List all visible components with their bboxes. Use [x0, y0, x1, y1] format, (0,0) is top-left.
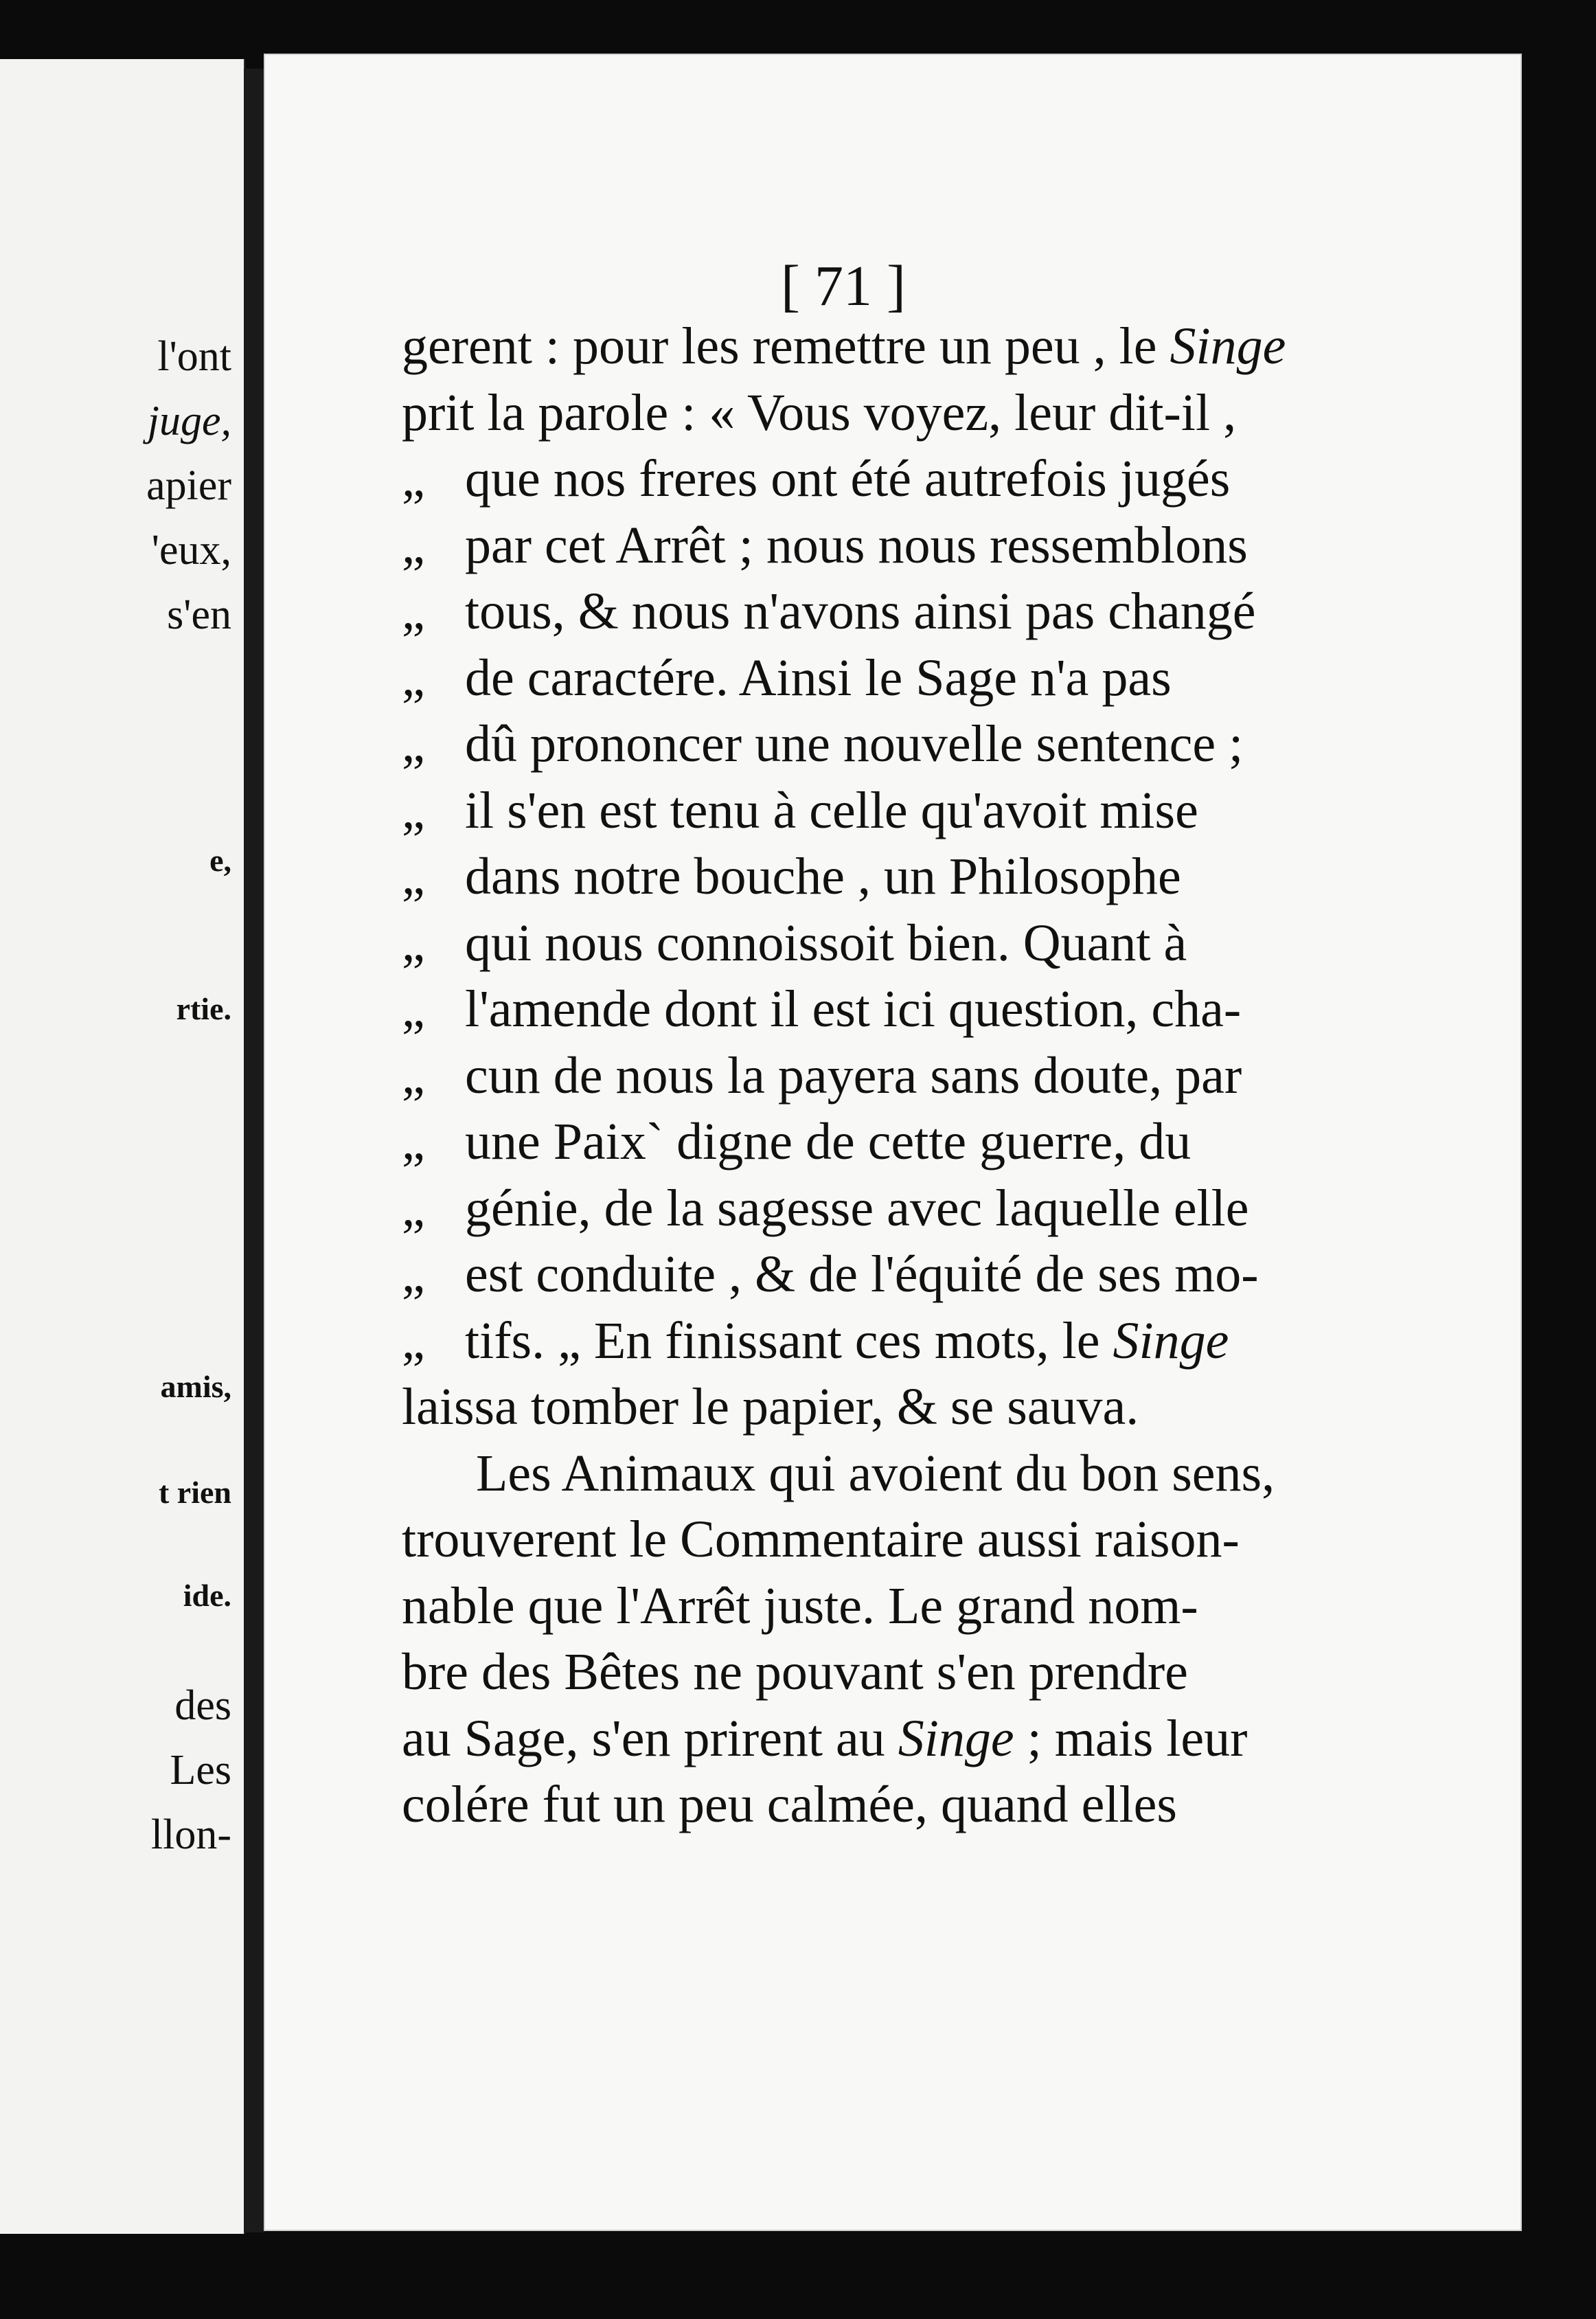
line-text — [465, 446, 1315, 512]
quote-marker: „ — [402, 1311, 425, 1370]
text-line — [402, 313, 1315, 380]
left-page-fragment: l'ont — [157, 333, 231, 380]
line-text-roman: tifs. „ En finissant ces mots, le — [465, 1311, 1113, 1370]
line-text — [465, 778, 1315, 844]
text-line — [402, 1374, 1315, 1440]
text-line — [402, 1639, 1315, 1706]
text-line — [402, 1109, 1315, 1175]
text-line — [402, 1573, 1315, 1640]
quote-marker: „ — [402, 582, 425, 640]
line-text — [465, 645, 1315, 712]
line-text-roman: bre des Bêtes ne pouvant s'en prendre — [402, 1643, 1188, 1701]
line-text — [465, 910, 1315, 977]
left-page-fragment: rtie. — [176, 991, 231, 1026]
text-line — [402, 711, 1315, 778]
line-text — [402, 1772, 1315, 1838]
left-page-fragment: amis, — [160, 1369, 231, 1404]
body-text — [402, 313, 1315, 1838]
left-page-fragment: s'en — [167, 591, 231, 638]
quote-marker: „ — [402, 1245, 425, 1303]
line-text-roman: de caractére. Ainsi le Sage n'a pas — [465, 648, 1172, 707]
text-line — [402, 380, 1315, 446]
quote-marker: „ — [402, 914, 425, 972]
line-text-roman: colére fut un peu calmée, quand elles — [402, 1776, 1177, 1833]
line-text — [402, 1440, 1315, 1507]
line-text — [402, 313, 1315, 380]
text-line — [402, 446, 1315, 512]
left-page-fragment: des — [174, 1682, 231, 1729]
line-text-italic: Singe — [1113, 1311, 1229, 1370]
line-text — [402, 1706, 1315, 1772]
quote-marker: „ — [402, 516, 425, 574]
line-text — [402, 380, 1315, 446]
line-text — [465, 578, 1315, 645]
line-text-roman: tous, & nous n'avons ainsi pas changé — [465, 582, 1256, 640]
text-line — [402, 645, 1315, 712]
line-text-roman: par cet Arrêt ; nous nous ressemblons — [465, 516, 1248, 574]
line-text-roman: trouverent le Commentaire aussi raison- — [402, 1511, 1240, 1568]
line-text-roman: cun de nous la payera sans doute, par — [465, 1046, 1242, 1105]
line-text-roman: génie, de la sagesse avec laquelle elle — [465, 1179, 1249, 1237]
line-text — [465, 1175, 1315, 1242]
text-line — [402, 1175, 1315, 1242]
left-page-fragment: ide. — [183, 1578, 231, 1613]
text-line — [402, 1440, 1315, 1507]
line-text-roman: qui nous connoissoit bien. Quant à — [465, 914, 1187, 972]
quote-marker: „ — [402, 848, 425, 905]
quote-marker: „ — [402, 781, 425, 839]
left-page-fragment: juge, — [147, 398, 231, 444]
text-line — [402, 578, 1315, 645]
text-line — [402, 512, 1315, 579]
line-text — [465, 1308, 1315, 1375]
text-line — [402, 1772, 1315, 1838]
left-page-fragment: llon- — [150, 1811, 231, 1858]
line-text — [402, 1374, 1315, 1440]
quote-marker: „ — [402, 648, 425, 707]
left-page-fragment: t rien — [158, 1475, 231, 1510]
text-line — [402, 976, 1315, 1043]
line-text-roman: nable que l'Arrêt juste. Le grand nom- — [402, 1576, 1198, 1635]
text-line — [402, 1706, 1315, 1772]
left-page-fragment: Les — [170, 1747, 231, 1794]
book-gutter — [244, 69, 264, 2232]
line-text-roman: il s'en est tenu à celle qu'avoit mise — [465, 781, 1198, 839]
text-line — [402, 1241, 1315, 1308]
line-text-roman: est conduite , & de l'équité de ses mo- — [465, 1245, 1259, 1303]
quote-marker: „ — [402, 1179, 425, 1237]
line-text-roman: gerent : pour les remettre un peu , le — [402, 317, 1170, 375]
text-line — [402, 910, 1315, 977]
quote-marker: „ — [402, 980, 425, 1038]
text-line — [402, 844, 1315, 910]
quote-marker: „ — [402, 450, 425, 508]
left-page-fragment: e, — [209, 843, 231, 878]
line-text — [402, 1573, 1315, 1640]
line-text — [465, 1043, 1315, 1109]
text-line — [402, 1308, 1315, 1375]
line-text — [465, 1241, 1315, 1308]
line-text-italic: Singe — [1170, 317, 1286, 375]
left-facing-page — [0, 59, 245, 2234]
line-text — [402, 1506, 1315, 1573]
line-text — [465, 711, 1315, 778]
quote-marker: „ — [402, 1046, 425, 1105]
line-text-roman: au Sage, s'en prirent au — [402, 1709, 898, 1767]
line-text — [465, 1109, 1315, 1175]
line-text-roman: une Paix` digne de cette guerre, du — [465, 1113, 1192, 1170]
line-text-roman: l'amende dont il est ici question, cha- — [465, 980, 1242, 1038]
page-number: [ 71 ] — [781, 254, 906, 318]
quote-marker: „ — [402, 1113, 425, 1170]
left-page-fragment: apier — [146, 462, 231, 509]
line-text — [402, 1639, 1315, 1706]
line-text-italic: Singe — [898, 1709, 1014, 1767]
line-text-roman: dans notre bouche , un Philosophe — [465, 848, 1181, 905]
line-text-roman: dû prononcer une nouvelle sentence ; — [465, 715, 1244, 773]
text-line — [402, 778, 1315, 844]
line-text-roman: laissa tomber le papier, & se sauva. — [402, 1378, 1139, 1436]
line-text — [465, 512, 1315, 579]
line-text-roman: ; mais leur — [1014, 1709, 1248, 1767]
line-text-roman: Les Animaux qui avoient du bon sens, — [476, 1444, 1275, 1502]
quote-marker: „ — [402, 715, 425, 773]
line-text-roman: que nos freres ont été autrefois jugés — [465, 450, 1231, 508]
left-page-fragment: 'eux, — [151, 527, 231, 574]
line-text — [465, 976, 1315, 1043]
line-text — [465, 844, 1315, 910]
text-line — [402, 1043, 1315, 1109]
text-line — [402, 1506, 1315, 1573]
line-text-roman: prit la parole : « Vous voyez, leur dit-il , — [402, 383, 1237, 442]
